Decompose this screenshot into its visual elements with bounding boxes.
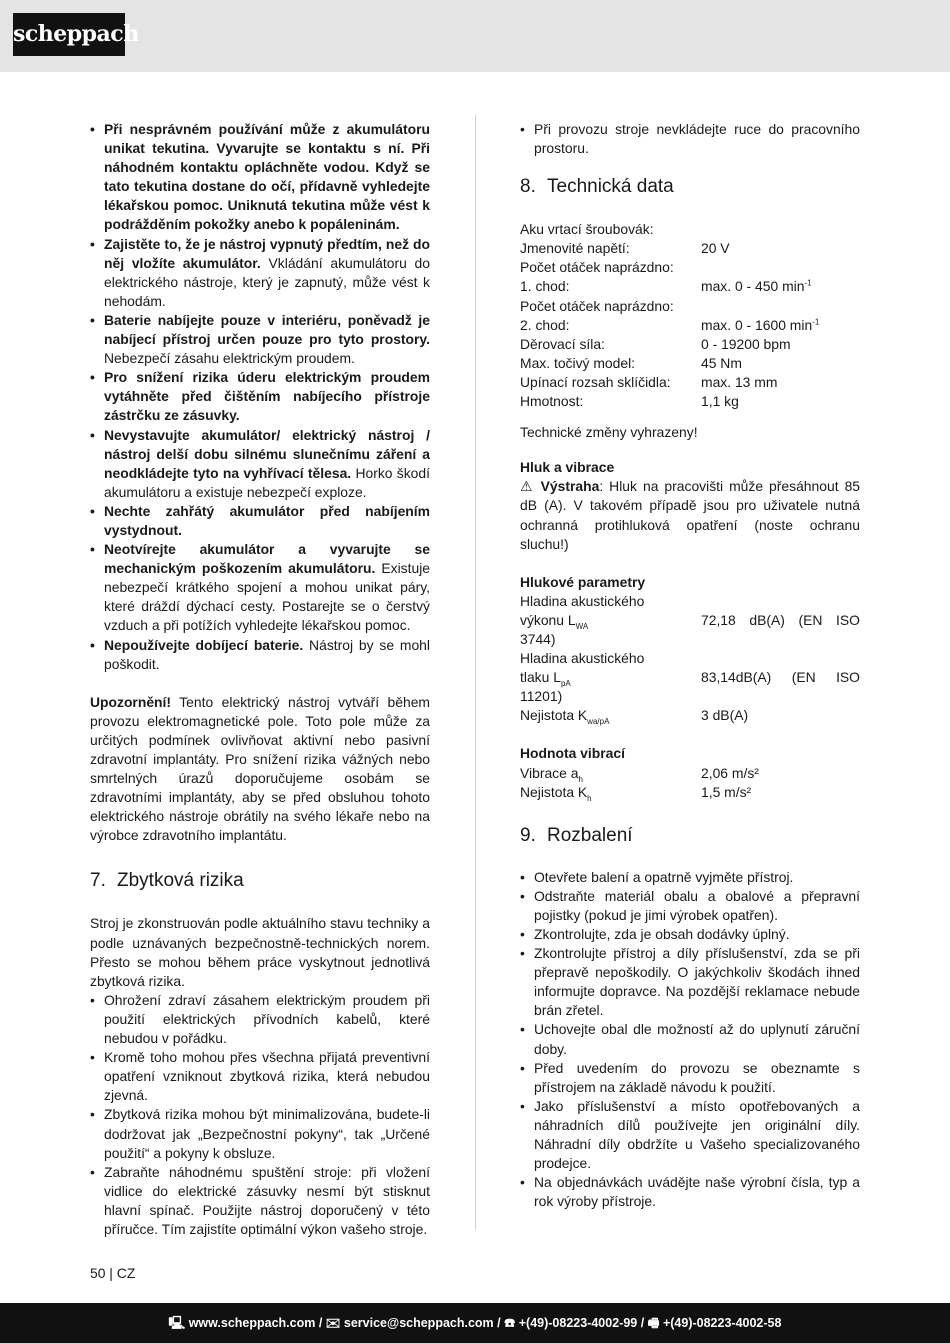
website-link[interactable]: www.scheppach.com [188, 1316, 316, 1330]
vibration-row: Vibrace $a_h$ 2,06 m/s² [520, 764, 759, 784]
warning-triangle-icon: ⚠ [520, 478, 535, 495]
fax-icon: 🖷 [647, 1316, 660, 1330]
section-7-intro: Stroj je zkonstruován podle aktuálního stavu techniky a podle uznávaných bezpečnostně-technických norem. Přesto se mohou během práce vyskytnout jednotlivá zbytková rizika. [90, 915, 430, 989]
warning-item: • Nevystavujte akumulátor/ elektrický nástroj / nástroj delší dobu silnému slunečnímu záření a neodkládejte tyto na vyhřívací tělesa. Horko škodí akumulátoru a existuje nebezpečí exploze. [90, 426, 430, 502]
warning-item: • Nechte zahřátý akumulátor před nabíjením vystydnout. [90, 502, 430, 540]
spec-row: Jmenovité napětí: 20 V [520, 240, 730, 257]
section-8-heading: 8. Technická data [520, 176, 674, 198]
spec-row: 2. chod: max. 0 - 1600 $\min^{-1}$ [520, 316, 820, 333]
spec-row: Max. točivý model: 45 Nm [520, 354, 742, 371]
column-divider [475, 115, 476, 1230]
noise-warning: ⚠ Výstraha: Hluk na pracovišti může přesáhnout 85 dB (A). V takovém případě jsou pro uživatele nutná ochranná protihluková opatření (noste ochranu sluchu!) [520, 478, 861, 552]
warning-item: • Nepoužívejte dobíjecí baterie. Nástroj by se mohl poškodit. [90, 636, 430, 674]
spec-row: Upínací rozsah sklíčidla: max. 13 mm [520, 373, 778, 390]
scheppach-logo: scheppach [13, 13, 125, 56]
device-label: Aku vrtací šroubovák: [520, 221, 654, 238]
phone-number: +(49)-08223-4002-99 [518, 1316, 638, 1330]
noise-heading: Hluk a vibrace [520, 459, 615, 476]
unpacking-list [520, 868, 860, 1212]
list-item: • Ohrožení zdraví zásahem elektrickým proudem při použití elektrických přívodních kabelů, které nebudou v pořádku. [90, 991, 430, 1048]
safety-warnings-list [90, 120, 430, 674]
footer-bar: 🖳 www.scheppach.com / ✉ service@scheppach.com / ☎ +(49)-08223-4002-99 / 🖷 +(49)-08223-4002-58 [0, 1303, 950, 1343]
left-column [90, 120, 430, 1239]
list-item: • Při provozu stroje nevkládejte ruce do pracovního prostoru. [520, 120, 860, 158]
list-item: • Na objednávkách uvádějte naše výrobní čísla, typ a rok výroby přístroje. [520, 1173, 860, 1211]
top-list [520, 120, 860, 158]
fax-number: +(49)-08223-4002-58 [662, 1316, 782, 1330]
list-item: • Zbytková rizika mohou být minimalizována, budete-li dodržovat jak „Bezpečnostní pokyny“, tak „Určené použití“ a pokyny k obsluze. [90, 1105, 430, 1162]
changes-note: Technické změny vyhrazeny! [520, 424, 698, 441]
section-9-heading: 9. Rozbalení [520, 824, 633, 846]
power-level-cont: 3744) [520, 630, 556, 647]
list-item: • Zkontrolujte přístroj a díly příslušenství, zda se při přepravě nepoškodily. O jakýchkoliv škodách ihned informujte dopravce. Na pozdější reklamace nebude brán zřetel. [520, 944, 860, 1020]
power-level-row: výkonu $L_{WA}$ 72,18 dB(A) (EN ISO [520, 611, 860, 631]
phone-icon: ☎ [504, 1316, 516, 1330]
vibration-uncertainty-row: Nejistota $K_h$ 1,5 m/s² [520, 783, 752, 803]
spec-row: 1. chod: max. 0 - 450 $\min^{-1}$ [520, 278, 812, 295]
email-link[interactable]: service@scheppach.com [343, 1316, 494, 1330]
header-bar [0, 0, 950, 72]
spec-row: Hmotnost: 1,1 kg [520, 393, 739, 410]
list-item: • Zkontrolujte, zda je obsah dodávky úplný. [520, 925, 860, 944]
noise-params-heading: Hlukové parametry [520, 573, 646, 590]
pressure-level-label: Hladina akustického [520, 650, 645, 667]
warning-item: • Neotvírejte akumulátor a vyvarujte se mechanickým poškozením akumulátoru. Existuje nebezpečí krátkého spojení a mohou unikat páry, které dráždí dýchací cesty. Postarejte se o čerstvý vzduch a při potížích vyhledejte lékařskou pomoc. [90, 540, 430, 635]
list-item: • Otevřete balení a opatrně vyjměte přístroj. [520, 868, 860, 887]
uncertainty-row: Nejistota $K_{wa/pA}$ 3 dB(A) [520, 707, 749, 727]
warning-item: • Baterie nabíjejte pouze v interiéru, poněvadž je nabíjecí přístroj určen pouze pro tyto prostory. Nebezpečí zásahu elektrickým proudem. [90, 311, 430, 368]
list-item: • Jako příslušenství a místo opotřebovaných a náhradních dílů používejte jen originální díly. Náhradní díly obdržíte u Vašeho specializovaného prodejce. [520, 1097, 860, 1173]
warning-item: • Pro snížení rizika úderu elektrickým proudem vytáhněte před čištěním nabíjecího přístroje zástrčku ze zásuvky. [90, 368, 430, 425]
spec-row: Počet otáček naprázdno: [520, 259, 674, 276]
pressure-level-cont: 11201) [520, 688, 563, 705]
pressure-level-row: tlaku $L_{pA}$ 83,14dB(A) (EN ISO [520, 669, 860, 688]
spec-table [520, 239, 860, 411]
residual-risks-list [90, 991, 430, 1239]
list-item: • Uchovejte obal dle možností až do uplynutí záruční doby. [520, 1020, 860, 1058]
section-7-heading: 7. Zbytková rizika [90, 870, 244, 892]
spec-row: Děrovací síla: 0 - 19200 bpm [520, 335, 791, 352]
power-level-label: Hladina akustického [520, 592, 645, 609]
warning-item: • Zajistěte to, že je nástroj vypnutý předtím, než do něj vložíte akumulátor. Vkládání akumulátoru do elektrického nástroje, který je zapnutý, může vést k nehodám. [90, 235, 430, 311]
emf-notice: Upozornění! Tento elektrický nástroj vytváří během provozu elektromagnetické pole. Toto pole může za určitých podmínek ovlivňovat aktivní nebo pasivní zdravotní implantáty. Pro snížení rizika vážných nebo smrtelných úrazů doporučujeme osobám se zdravotními implantáty, aby se před obsluhou tohoto elektrického nástroje obrátily na svého lékaře nebo na výrobce zdravotního implantátu. [90, 693, 430, 844]
list-item: • Zabraňte náhodnému spuštění stroje: při vložení vidlice do elektrické zásuvky nesmí být stisknut hlavní spínač. Použijte nástroj doporučený v této příručce. Tím zajistíte optimální výkon vašeho stroje. [90, 1163, 430, 1239]
page-number: 50 | CZ [90, 1265, 136, 1281]
list-item: • Před uvedením do provozu se obeznamte s přístrojem na základě návodu k použití. [520, 1059, 860, 1097]
vibration-heading: Hodnota vibrací [520, 745, 625, 762]
computer-icon: 🖳 [168, 1316, 186, 1330]
mail-icon: ✉ [325, 1316, 341, 1330]
right-column [520, 120, 860, 1211]
list-item: • Kromě toho mohou přes všechna přijatá preventivní opatření vzniknout zbytková rizika, která nebudou zjevná. [90, 1048, 430, 1105]
list-item: • Odstraňte materiál obalu a obalové a přepravní pojistky (pokud je jimi výrobek opatřen). [520, 887, 860, 925]
spec-row: Počet otáček naprázdno: [520, 297, 674, 314]
warning-item: • Při nesprávném používání může z akumulátoru unikat tekutina. Vyvarujte se kontaktu s ní. Při náhodném kontaktu opláchněte vodou. Když se tato tekutina dostane do očí, přídavně vyhledejte lékařskou pomoc. Uniknutá tekutina může vést k podrážděním pokožky anebo k popáleninám. [90, 120, 430, 235]
notice-label: Upozornění! [90, 693, 172, 710]
